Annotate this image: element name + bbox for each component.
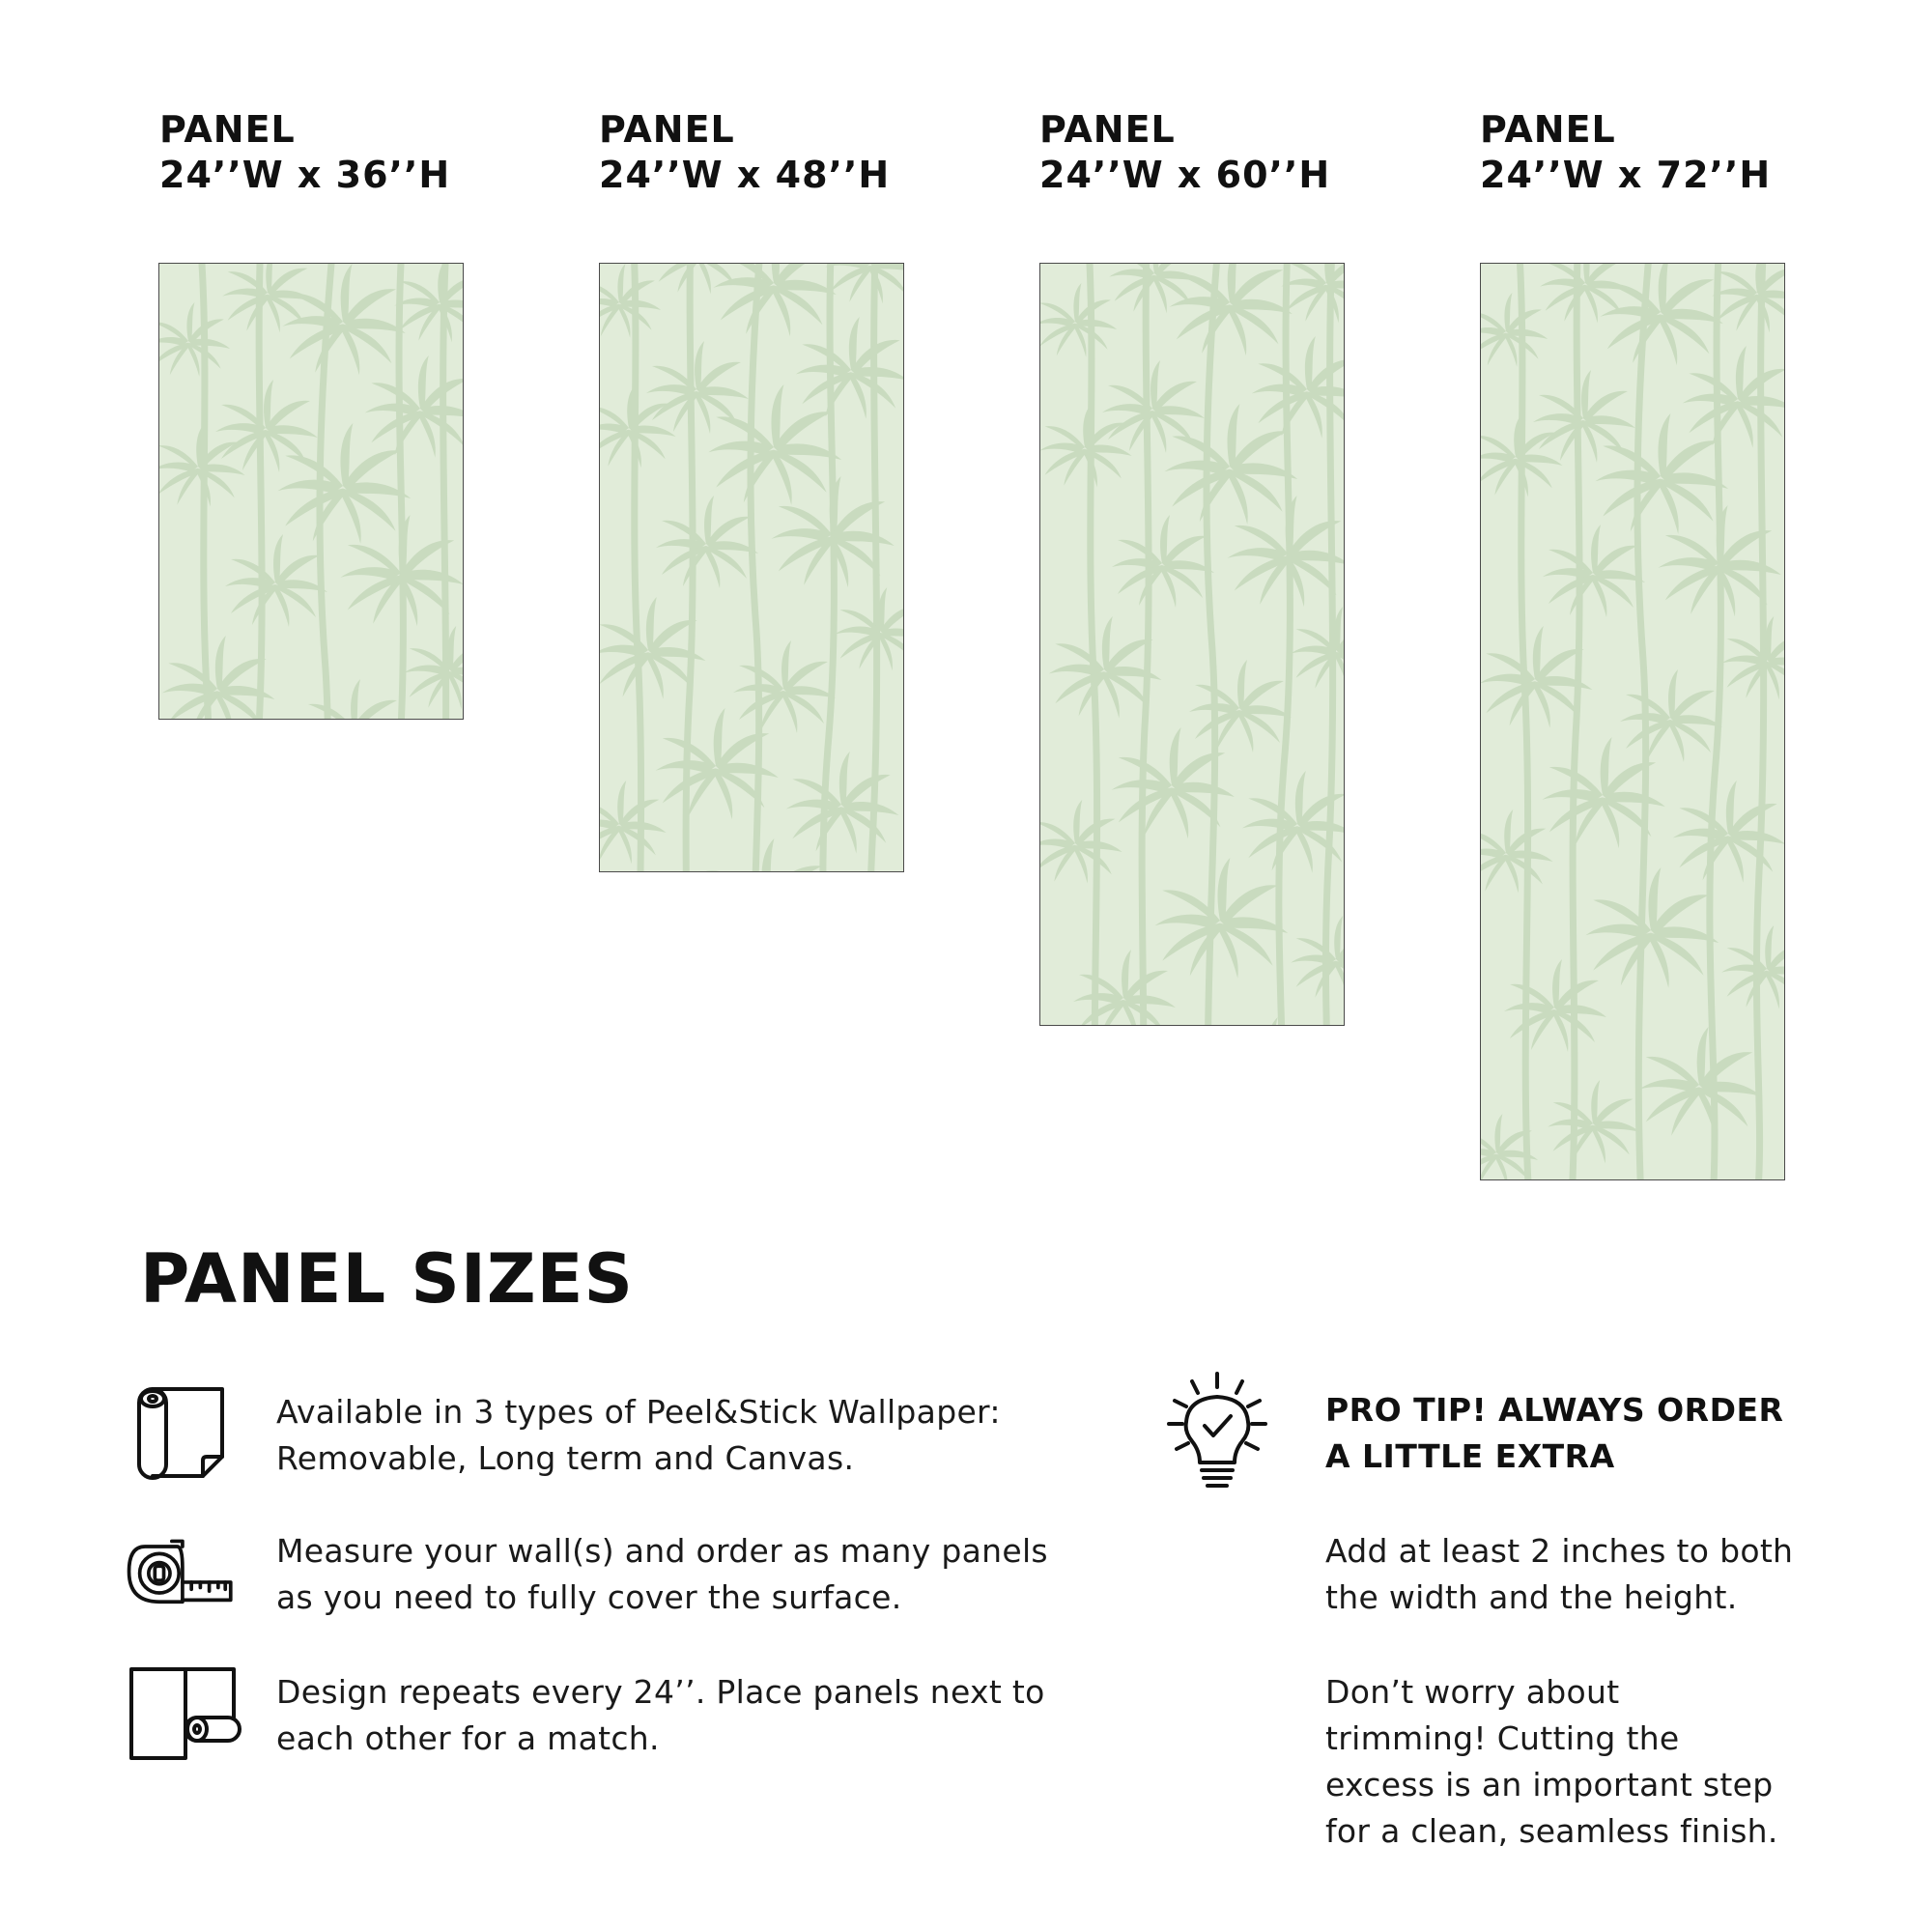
info-text-measure bbox=[276, 1528, 1048, 1621]
wallpaper-roll-icon bbox=[126, 1383, 242, 1490]
panel-label-60 bbox=[1039, 107, 1330, 198]
info-text-repeat bbox=[276, 1669, 1045, 1762]
panel-preview-72 bbox=[1480, 263, 1785, 1180]
panel-label-size: 24’’W x 48’’H bbox=[599, 154, 891, 196]
palm-pattern-image bbox=[159, 264, 464, 720]
info-text-types bbox=[276, 1389, 1001, 1482]
info-line: Available in 3 types of Peel&Stick Wallpaper: bbox=[276, 1393, 1001, 1431]
pro-tip-line: the width and the height. bbox=[1325, 1578, 1738, 1616]
panel-label-size: 24’’W x 36’’H bbox=[159, 154, 451, 196]
palm-pattern-image bbox=[1481, 264, 1785, 1180]
panel-label-48 bbox=[599, 107, 890, 198]
section-title: PANEL SIZES bbox=[140, 1239, 634, 1319]
panel-label-36 bbox=[159, 107, 450, 198]
panel-label-size: 24’’W x 72’’H bbox=[1480, 154, 1772, 196]
pro-tip-title-line: PRO TIP! ALWAYS ORDER bbox=[1325, 1391, 1784, 1429]
pro-tip-line: Add at least 2 inches to both bbox=[1325, 1532, 1794, 1570]
info-line: as you need to fully cover the surface. bbox=[276, 1578, 902, 1616]
panel-label-size: 24’’W x 60’’H bbox=[1039, 154, 1331, 196]
pro-tip-title bbox=[1325, 1387, 1783, 1480]
panel-label-72 bbox=[1480, 107, 1771, 198]
panel-label-title: PANEL bbox=[159, 108, 296, 151]
pro-tip-line: excess is an important step bbox=[1325, 1766, 1774, 1803]
panel-preview-36 bbox=[158, 263, 464, 720]
palm-pattern-image bbox=[1040, 264, 1345, 1026]
panel-preview-60 bbox=[1039, 263, 1345, 1026]
pro-tip-title-line: A LITTLE EXTRA bbox=[1325, 1437, 1615, 1475]
pro-tip-paragraph-extra bbox=[1325, 1528, 1793, 1621]
info-line: Measure your wall(s) and order as many panels bbox=[276, 1532, 1048, 1570]
panel-label-title: PANEL bbox=[1480, 108, 1616, 151]
panel-label-title: PANEL bbox=[1039, 108, 1176, 151]
pro-tip-line: for a clean, seamless finish. bbox=[1325, 1812, 1778, 1850]
pro-tip-line: Don’t worry about bbox=[1325, 1673, 1620, 1711]
panel-preview-48 bbox=[599, 263, 904, 872]
pro-tip-line: trimming! Cutting the bbox=[1325, 1719, 1680, 1757]
panel-roll-icon bbox=[126, 1661, 242, 1768]
pro-tip-paragraph-trimming bbox=[1325, 1669, 1778, 1855]
info-line: each other for a match. bbox=[276, 1719, 660, 1757]
tape-measure-icon bbox=[124, 1528, 240, 1634]
panel-label-title: PANEL bbox=[599, 108, 735, 151]
palm-pattern-image bbox=[600, 264, 904, 872]
lightbulb-check-icon bbox=[1159, 1368, 1275, 1493]
info-line: Removable, Long term and Canvas. bbox=[276, 1439, 855, 1477]
info-line: Design repeats every 24’’. Place panels next to bbox=[276, 1673, 1045, 1711]
